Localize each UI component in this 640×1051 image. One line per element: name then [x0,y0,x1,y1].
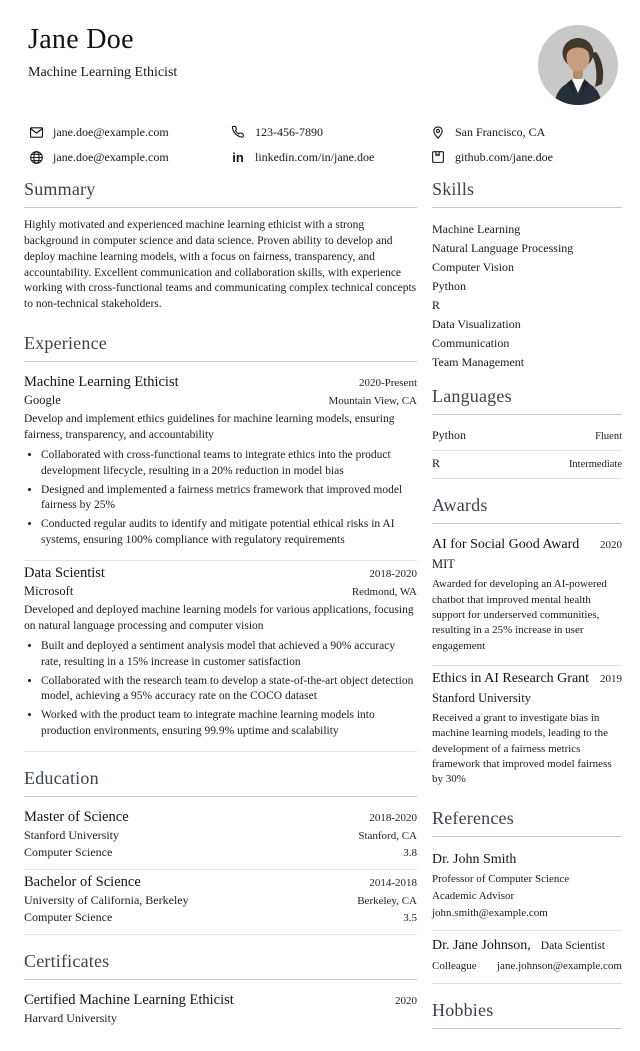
school-location: Berkeley, CA [357,895,417,908]
contact-linkedin-text: linkedin.com/in/jane.doe [255,149,375,164]
contact-github-text: github.com/jane.doe [455,149,553,164]
skill-item: Team Management [432,354,525,369]
languages-heading: Languages [432,386,622,415]
language-name: R [432,456,441,471]
linkedin-icon: in [232,149,244,165]
mail-icon [28,124,44,140]
degree: Bachelor of Science [24,874,141,891]
person-name: Jane Doe [28,24,134,55]
reference-email: jane.johnson@example.com [497,959,622,972]
reference-relation: Colleague [432,959,477,972]
section-skills [432,179,622,370]
section-experience [24,333,417,752]
education-dates: 2014-2018 [369,877,417,890]
skill-item: Communication [432,335,510,350]
award-entry [432,532,622,666]
contact-phone-text: 123-456-7890 [255,124,323,139]
job-title-text: Machine Learning Ethicist [24,374,179,391]
certificates-heading: Certificates [24,951,417,980]
award-entry [432,666,622,792]
resume-header [0,0,640,105]
reference-name: Dr. John Smith [432,851,517,867]
language-row [432,423,622,451]
skill-item: Computer Vision [432,259,515,274]
award-issuer: Stanford University [432,690,531,705]
reference-title: Data Scientist [540,939,605,952]
award-year: 2020 [600,539,622,552]
reference-entry [432,931,622,984]
education-entry [24,870,417,935]
sidebar-column [432,179,622,1051]
job-bullet: • Collaborated with cross-functional teams to integrate ethics into the product development lifecycle, resulting in a 20% reduction in model bias [41,448,417,479]
field-of-study: Computer Science [24,910,113,925]
contact-github[interactable] [430,149,640,165]
skill-item: R [432,297,441,312]
school-location: Stanford, CA [358,830,417,843]
education-dates: 2018-2020 [369,812,417,825]
experience-entry [24,370,417,561]
header-text [28,25,177,81]
awards-heading: Awards [432,495,622,524]
award-title: AI for Social Good Award [432,537,580,553]
hobbies-heading: Hobbies [432,1000,622,1029]
field-of-study: Computer Science [24,845,113,860]
job-title-text: Data Scientist [24,565,105,582]
section-education [24,768,417,935]
reference-email: john.smith@example.com [432,906,548,919]
job-bullet: • Built and deployed a sentiment analysis model that achieved a 90% accuracy rate, resulting in a 15% increase in customer satisfaction [41,639,417,670]
contact-location-text: San Francisco, CA [455,124,546,139]
references-heading: References [432,808,622,837]
experience-entry [24,561,417,752]
contact-info [0,124,640,165]
job-location: Redmond, WA [351,586,417,599]
section-hobbies [432,1000,622,1029]
job-bullet: • Conducted regular audits to identify and mitigate potential ethical risks in AI systems, ensuring 100% compliance with regulatory requirements [41,517,417,548]
reference-entry [432,845,622,931]
job-bullets [24,639,417,739]
award-year: 2019 [600,673,622,686]
contact-linkedin[interactable] [230,149,430,165]
avatar [538,25,618,105]
gpa: 3.5 [403,912,417,925]
award-description: Awarded for developing an AI-powered chatbot that improved mental health support for underserved communities, resulting in a 25% increase in user engagement [432,578,607,652]
job-bullets [24,448,417,548]
reference-title: Professor of Computer Science [432,872,570,885]
skills-list [432,216,622,370]
contact-email-text: jane.doe@example.com [53,124,169,139]
certificate-entry [24,988,417,1035]
phone-icon [230,124,246,140]
skills-heading: Skills [432,179,622,208]
reference-relation: Academic Advisor [432,889,515,902]
award-issuer: MIT [432,557,455,572]
education-entry [24,805,417,870]
certificate-date: 2020 [395,995,417,1008]
job-dates: 2020-Present [358,377,417,390]
section-references [432,808,622,984]
job-dates: 2018-2020 [369,568,417,581]
skill-item: Natural Language Processing [432,240,574,255]
experience-heading: Experience [24,333,417,362]
education-heading: Education [24,768,417,797]
section-awards [432,495,622,792]
reference-name: Dr. Jane Johnson, [432,937,531,953]
location-pin-icon [430,124,446,140]
job-description: Developed and deployed machine learning models for various applications, focusing on natural language processing and computer vision [24,604,414,632]
language-row [432,451,622,479]
summary-text: Highly motivated and experienced machine learning ethicist with a strong background in computer science and data science. Proven ability to develop and deploy machine learning models, with a focus on fairness, transparency, and accountability. Excellent communication and collaboration skills, with experience working with cross-functional teams and communicating complex technical concepts to non-technical stakeholders. [24,219,417,311]
contact-phone[interactable] [230,124,430,140]
language-name: Python [432,428,467,443]
job-location: Mountain View, CA [328,395,417,408]
job-bullet: • Worked with the product team to integrate machine learning models into production environments, ensuring 99.9% uptime and scalability [41,708,417,739]
certificate-title: Certified Machine Learning Ethicist [24,992,234,1009]
main-column [24,179,417,1051]
degree: Master of Science [24,809,129,826]
award-title: Ethics in AI Research Grant [432,671,590,687]
summary-heading: Summary [24,179,417,208]
language-level: Intermediate [568,459,622,471]
certificate-issuer: Harvard University [24,1011,117,1026]
job-company: Microsoft [24,584,74,599]
contact-website-text: jane.doe@example.com [53,149,169,164]
job-bullet: • Designed and implemented a fairness metrics framework that improved model fairness by 25% [41,483,417,514]
job-company: Google [24,393,61,408]
section-certificates [24,951,417,1035]
person-job-title: Machine Learning Ethicist [28,65,178,81]
skill-item: Python [432,278,467,293]
resume-body [0,179,640,1051]
school: University of California, Berkeley [24,893,189,908]
award-description: Received a grant to investigate bias in machine learning models, leading to the development of a fairness metrics framework that improved model fairness by 30% [432,711,612,786]
avatar-portrait-graphic [538,25,618,105]
section-languages [432,386,622,479]
gpa: 3.8 [403,847,417,860]
section-summary [24,179,417,317]
skill-item: Data Visualization [432,316,521,331]
contact-website[interactable] [28,149,230,165]
language-level: Fluent [595,431,622,443]
globe-icon [28,149,44,165]
github-icon [430,149,446,165]
contact-email[interactable] [28,124,230,140]
job-description: Develop and implement ethics guidelines for machine learning models, ensuring fairness, transparency, and accountability [24,413,395,441]
school: Stanford University [24,828,119,843]
skill-item: Machine Learning [432,221,521,236]
job-bullet: • Collaborated with the research team to develop a state-of-the-art object detection model, achieving a 95% accuracy rate on the COCO dataset [41,674,417,705]
contact-location[interactable] [430,124,640,140]
